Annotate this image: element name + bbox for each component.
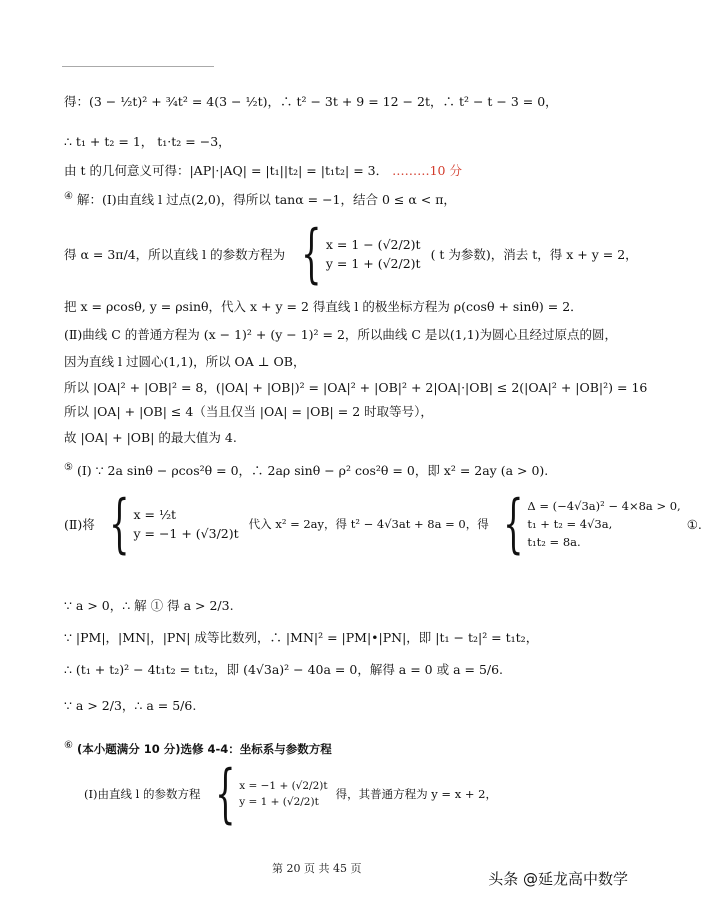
left-brace: {: [108, 487, 130, 561]
system-1-row-1: x = 1 − (√2/2)t: [325, 237, 421, 252]
problem-6-parametric: [84, 757, 497, 831]
problem-5-line-a: (Ⅰ) ∵ 2a sinθ − ρcos²θ = 0，∴ 2aρ sinθ − ρ² cos²θ = 0，即 x² = 2ay (a > 0).: [76, 463, 549, 478]
problem-5-line-b-mid: 代入 x² = 2ay，得 t² − 4√3at + 8a = 0，得: [248, 517, 489, 531]
condition-row-2: t₁ + t₂ = 4√3a,: [527, 517, 613, 531]
system-2-row-1: x = ½t: [133, 507, 177, 522]
parametric-system-3: [205, 757, 328, 831]
problem-5-substitution: [64, 487, 702, 561]
problem-5-line-e: ∴ (t₁ + t₂)² − 4t₁t₂ = t₁t₂，即 (4√3a)² − 40a = 0，解得 a = 0 或 a = 5/6.: [64, 662, 504, 677]
problem-4-line-h: 故 |OA| + |OB| 的最大值为 4.: [64, 430, 237, 445]
condition-row-3: t₁t₂ = 8a.: [527, 535, 581, 549]
problem-4-line-b-post: ( t 为参数)，消去 t，得 x + y = 2，: [430, 247, 638, 262]
problem-4-line-b-pre: 得 α = 3π/4，所以直线 l 的参数方程为: [64, 247, 286, 262]
problem-5-line-d: ∵ |PM|，|MN|，|PN| 成等比数列，∴ |MN|² = |PM|•|PN|，即 |t₁ − t₂|² = t₁t₂，: [64, 630, 539, 645]
system-3-row-2: y = 1 + (√2/2)t: [239, 796, 319, 808]
problem-4-line-g: 所以 |OA| + |OB| ≤ 4（当且仅当 |OA| = |OB| = 2 时取等号），: [64, 404, 433, 419]
watermark: 头条 @延龙高中数学: [488, 870, 628, 888]
problem-5-line-f: ∵ a > 2/3，∴ a = 5/6.: [64, 698, 197, 713]
page-footer: 第 20 页 共 45 页: [272, 862, 362, 875]
problem-number-5: ⑤: [64, 461, 73, 473]
condition-row-1: Δ = (−4√3a)² − 4×8a > 0,: [527, 499, 681, 513]
system-2-row-2: y = −1 + (√3/2)t: [133, 526, 239, 541]
geometric-meaning-text: 由 t 的几何意义可得：|AP|·|AQ| = |t₁||t₂| = |t₁t₂| = 3．: [64, 163, 389, 178]
problem-6-line-b-post: 得，其普通方程为 y = x + 2，: [335, 787, 497, 801]
left-brace: {: [214, 757, 236, 831]
left-brace: {: [301, 217, 322, 291]
problem-6-title: (本小题满分 10 分)选修 4-4：坐标系与参数方程: [76, 742, 332, 757]
problem-4-line-f: 所以 |OA|² + |OB|² = 8，(|OA| + |OB|)² = |OA|² + |OB|² + 2|OA|·|OB| ≤ 2(|OA|² + |OB|²) = 16: [64, 380, 648, 395]
problem-5-line-c: ∵ a > 0，∴ 解 ① 得 a > 2/3.: [64, 598, 234, 613]
problem-number-4: ④: [64, 190, 73, 202]
problem-5-line-b-pre: (Ⅱ)将: [64, 517, 95, 532]
score-marker: ………10 分: [392, 163, 462, 178]
left-brace: {: [502, 487, 524, 561]
problem-4-line-a: 解：(Ⅰ)由直线 l 过点(2,0)，得所以 tanα = −1，结合 0 ≤ α < π，: [76, 192, 456, 207]
problem-4-parametric: [64, 217, 638, 291]
system-1-row-2: y = 1 + (√2/2)t: [325, 256, 421, 271]
problem-5-line-b-post: ①.: [686, 516, 702, 532]
problem-4-line-d: (Ⅱ)曲线 C 的普通方程为 (x − 1)² + (y − 1)² = 2，所以曲线 C 是以(1,1)为圆心且经过原点的圆，: [64, 327, 618, 342]
problem-4-line-c: 把 x = ρcosθ, y = ρsinθ，代入 x + y = 2 得直线 l 的极坐标方程为 ρ(cosθ + sinθ) = 2．: [64, 299, 583, 314]
equation-line-3: [64, 161, 462, 179]
equation-line-1: 得：(3 − ½t)² + ¾t² = 4(3 − ½t)，∴ t² − 3t + 9 = 12 − 2t，∴ t² − t − 3 = 0，: [64, 94, 558, 109]
parametric-system-1: [291, 217, 421, 291]
problem-6-line-b-pre: (Ⅰ)由直线 l 的参数方程: [84, 787, 201, 801]
condition-system: [493, 487, 681, 561]
parametric-system-2: [99, 487, 239, 561]
problem-4-line-e: 因为直线 l 过圆心(1,1)，所以 OA ⊥ OB，: [64, 354, 306, 369]
problem-number-6: ⑥: [64, 740, 73, 751]
top-rule: [62, 66, 214, 67]
problem-5-part1: [64, 461, 548, 479]
equation-line-2: ∴ t₁ + t₂ = 1， t₁·t₂ = −3，: [64, 134, 231, 149]
system-3-row-1: x = −1 + (√2/2)t: [239, 780, 328, 792]
problem-6-header: [64, 740, 332, 757]
problem-4-part1: [64, 190, 456, 208]
